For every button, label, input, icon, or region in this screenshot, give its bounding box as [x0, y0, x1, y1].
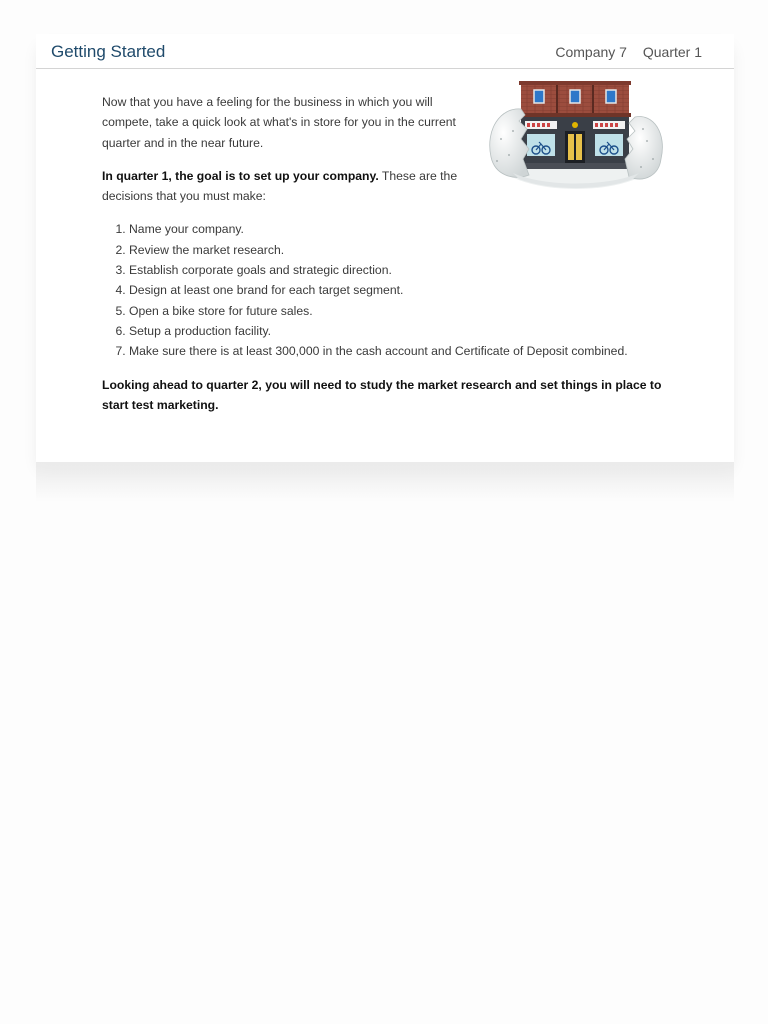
bike-store-egg-illustration — [483, 79, 669, 195]
getting-started-panel — [36, 34, 734, 462]
list-item: 7. Make sure there is at least 300,000 in the cash account and Certificate of Deposit combined. — [129, 341, 672, 361]
goal-rest-text: These are the decisions that you must make: — [102, 168, 458, 204]
intro-paragraph: Now that you have a feeling for the business in which you will compete, take a quick look at what's in store for you in the current quarter and in the near future. — [102, 95, 456, 150]
lookahead-paragraph: Looking ahead to quarter 2, you will need to study the market research and set things in place to start test marketing. — [102, 377, 662, 412]
goal-bold-text: In quarter 1, the goal is to set up your company. — [102, 168, 379, 183]
panel-header — [36, 34, 734, 69]
company-label: Company 7 — [555, 44, 627, 60]
list-item: 6. Setup a production facility. — [129, 321, 672, 341]
list-item: 3. Establish corporate goals and strategic direction. — [129, 260, 672, 280]
page-title: Getting Started — [51, 42, 166, 61]
goal-paragraph — [102, 166, 472, 207]
list-item: 4. Design at least one brand for each target segment. — [129, 280, 672, 300]
header-context — [555, 44, 702, 60]
list-item: 1. Name your company. — [129, 219, 672, 239]
quarter-label: Quarter 1 — [642, 44, 702, 60]
panel-shadow — [36, 462, 734, 502]
list-item: 2. Review the market research. — [129, 240, 672, 260]
list-item: 5. Open a bike store for future sales. — [129, 301, 672, 321]
steps-list — [102, 219, 672, 361]
